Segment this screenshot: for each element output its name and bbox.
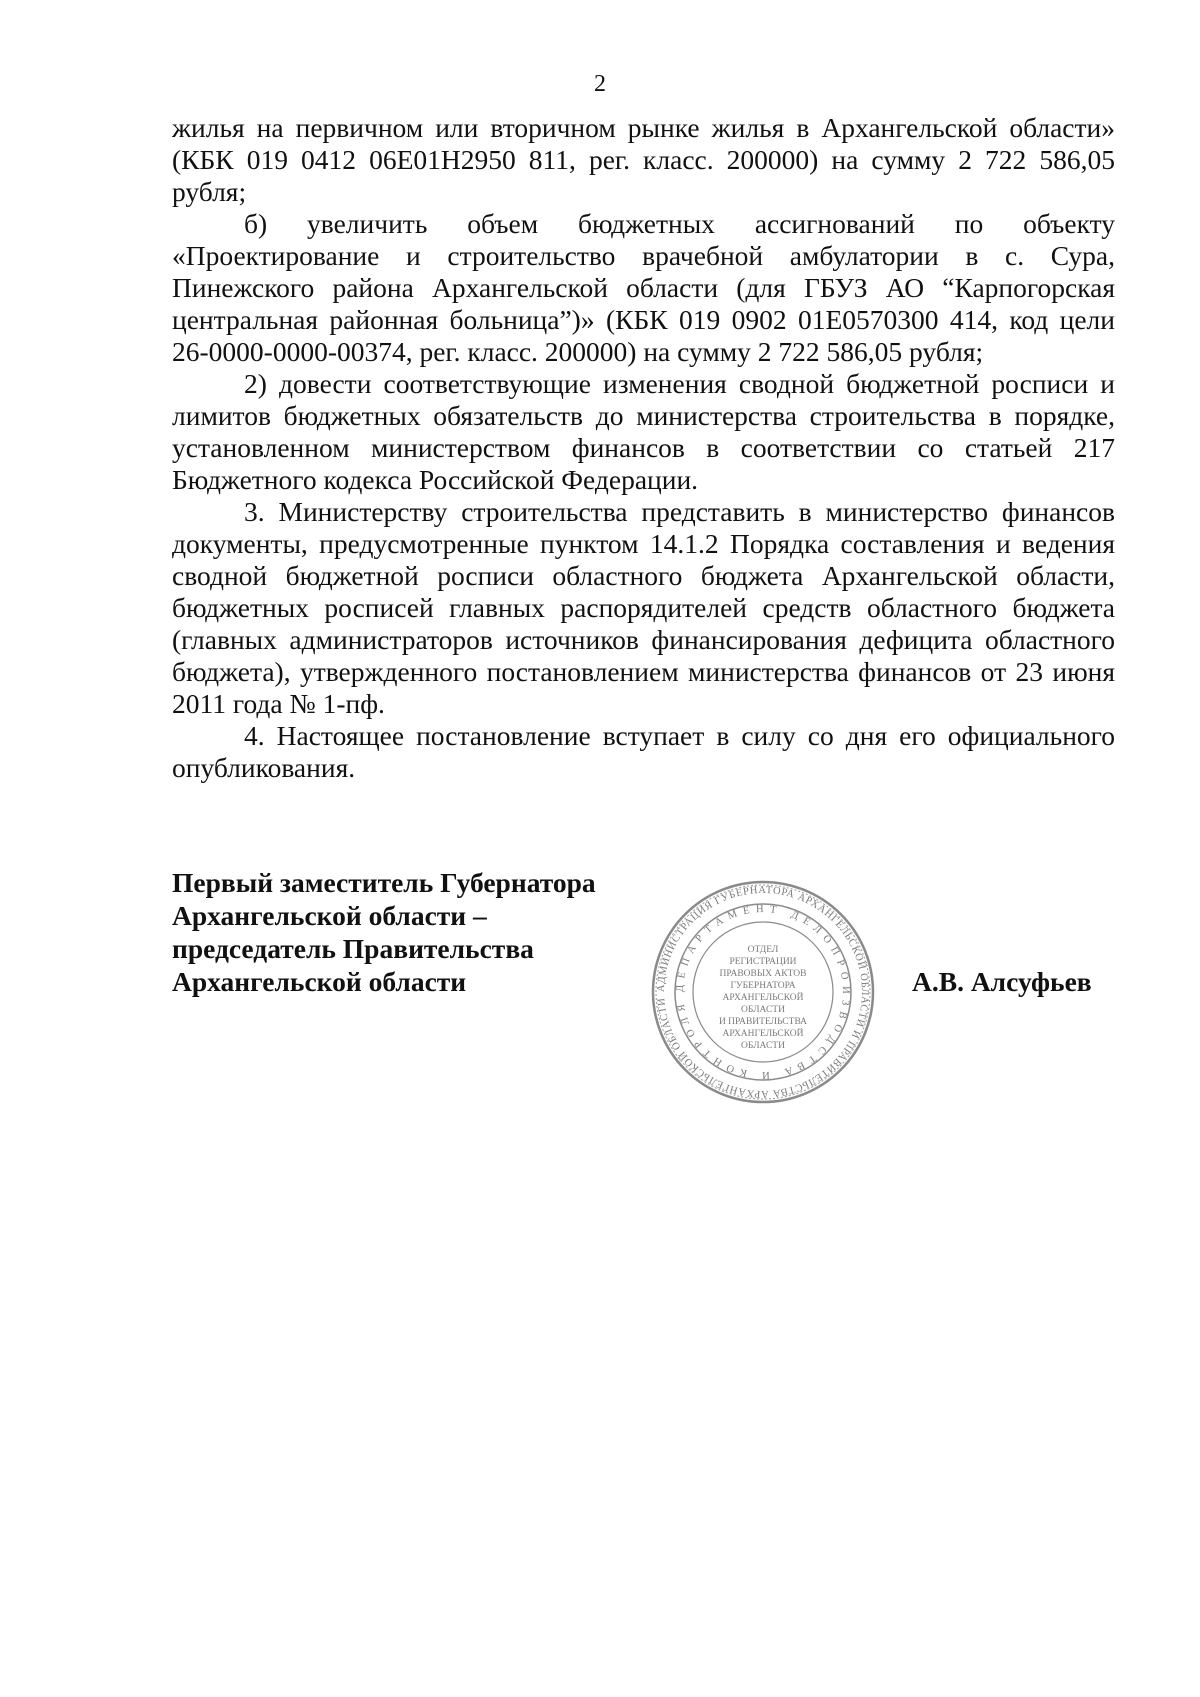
seal-center-line: ОБЛАСТИ xyxy=(741,1041,785,1051)
signatory-title-line: Архангельской области – xyxy=(172,900,487,931)
page-number: 2 xyxy=(594,71,606,97)
seal-center-line: ПРАВОВЫХ АКТОВ xyxy=(719,969,807,979)
signatory-title-line: Архангельской области xyxy=(172,966,467,997)
seal-outer-ring xyxy=(653,882,873,1102)
signatory-title-line: председатель Правительства xyxy=(172,933,534,964)
seal-center-line: ОБЛАСТИ xyxy=(741,1005,785,1015)
seal-center-line: АРХАНГЕЛЬСКОЙ xyxy=(722,1029,804,1039)
official-seal xyxy=(651,880,875,1104)
document-body xyxy=(172,112,1115,784)
seal-center-text xyxy=(719,945,807,1051)
seal-center-line: РЕГИСТРАЦИИ xyxy=(729,957,797,967)
seal-center-line: И ПРАВИТЕЛЬСТВА xyxy=(718,1017,808,1027)
paragraph-item-2: 2) довести соответствующие изменения сводной бюджетной росписи и лимитов бюджетных обязательств до министерства строительства в порядке, установленном министерством финансов в соответствии со статьей 217 Бюджетного кодекса Российской Федерации. xyxy=(172,368,1115,495)
seal-outer-text: АДМИНИСТРАЦИЯ ГУБЕРНАТОРА АРХАНГЕЛЬСКОЙ ОБЛАСТИ И ПРАВИТЕЛЬСТВА АРХАНГЕЛЬСКОЙ ОБЛАСТИ xyxy=(655,884,871,1100)
seal-ring-text: ДЕПАРТАМЕНТ ДЕЛОПРОИЗВОДСТВА И КОНТРОЛЯ xyxy=(674,903,852,1081)
signatory-title-line: Первый заместитель Губернатора xyxy=(172,867,596,898)
paragraph-item-b: б) увеличить объем бюджетных ассигнований по объекту «Проектирование и строительство врачебной амбулатории в с. Сура, Пинежского района Архангельской области (для ГБУЗ АО “Карпогорская центральная районная больница”)» (КБК 019 0902 01Е0570300 414, код цели 26-0000-0000-00374, рег. класс. 200000) на сумму 2 722 586,05 рубля; xyxy=(172,208,1115,367)
signatory-name: А.В. Алсуфьев xyxy=(912,966,1092,997)
seal-graphic xyxy=(651,880,875,1104)
paragraph-continuation: жилья на первичном или вторичном рынке жилья в Архангельской области» (КБК 019 0412 06Е01Н2950 811, рег. класс. 200000) на сумму 2 722 586,05 рубля; xyxy=(172,112,1115,207)
seal-center-line: ГУБЕРНАТОРА xyxy=(730,981,796,991)
paragraph-item-3: 3. Министерству строительства представить в министерство финансов документы, предусмотренные пунктом 14.1.2 Порядка составления и ведения сводной бюджетной росписи областного бюджета Архангельской области, бюджетных росписей главных распорядителей средств областного бюджета (главных администраторов источников финансирования дефицита областного бюджета), утвержденного постановлением министерства финансов от 23 июня 2011 года № 1-пф. xyxy=(172,496,1115,719)
signatory-title xyxy=(172,866,652,998)
paragraph-item-4: 4. Настоящее постановление вступает в силу со дня его официального опубликования. xyxy=(172,720,1115,783)
seal-center-line: ОТДЕЛ xyxy=(747,945,779,955)
seal-center-line: АРХАНГЕЛЬСКОЙ xyxy=(722,993,804,1003)
